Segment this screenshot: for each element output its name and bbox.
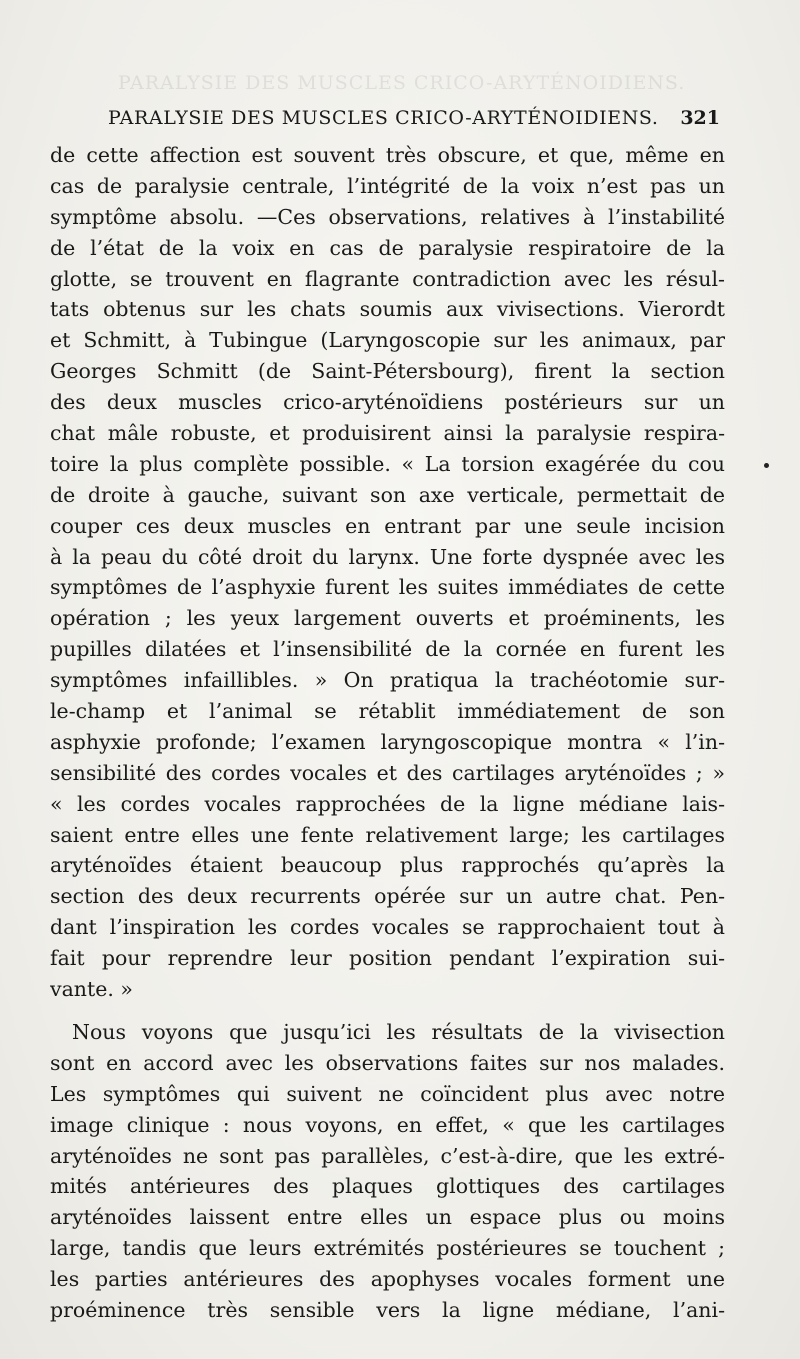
text-line: « les cordes vocales rapprochées de la ligne médiane lais- [50, 791, 725, 816]
text-line: aryténoïdes ne sont pas parallèles, c’est-à-dire, que les extré- [50, 1143, 725, 1168]
text-line: saient entre elles une fente relativement large; les cartilages [50, 822, 725, 847]
text-line: chat mâle robuste, et produisirent ainsi la paralysie respira- [50, 421, 725, 446]
text-line: dant l’inspiration les cordes vocales se rapprochaient tout à [50, 915, 725, 940]
text-line: Georges Schmitt (de Saint-Pétersbourg), firent la section [50, 359, 725, 384]
text-line: cas de paralysie centrale, l’intégrité de la voix n’est pas un [50, 173, 725, 198]
paragraph-gap [50, 1005, 725, 1017]
text-line: à la peau du côté droit du larynx. Une forte dyspnée avec les [50, 544, 725, 569]
text-line: toire la plus complète possible. « La torsion exagérée du cou [50, 451, 725, 476]
text-line: et Schmitt, à Tubingue (Laryngoscopie sur les animaux, par [50, 328, 725, 353]
text-line: des deux muscles crico-aryténoïdiens postérieurs sur un [50, 390, 725, 415]
text-line: de l’état de la voix en cas de paralysie respiratoire de la [50, 235, 725, 260]
text-line: pupilles dilatées et l’insensibilité de la cornée en furent les [50, 637, 725, 662]
text-line: mités antérieures des plaques glottiques des cartilages [50, 1174, 725, 1199]
text-line: de cette affection est souvent très obscure, et que, même en [50, 143, 725, 167]
text-line: de droite à gauche, suivant son axe verticale, permettait de [50, 482, 725, 507]
text-line: glotte, se trouvent en flagrante contradiction avec les résul- [50, 266, 725, 291]
body-text [50, 140, 725, 1326]
text-line: large, tandis que leurs extrémités postérieures se touchent ; [50, 1236, 725, 1261]
running-title: PARALYSIE DES MUSCLES CRICO-ARYTÉNOIDIENS. [108, 107, 659, 129]
text-line: tats obtenus sur les chats soumis aux vivisections. Vierordt [50, 297, 725, 322]
text-line: aryténoïdes laissent entre elles un espace plus ou moins [50, 1205, 725, 1230]
text-line: fait pour reprendre leur position pendant l’expiration sui- [50, 946, 725, 971]
page-number: 321 [680, 107, 720, 129]
paragraph-1 [50, 140, 725, 1005]
text-line: symptômes infaillibles. » On pratiqua la trachéotomie sur- [50, 668, 725, 693]
text-line: aryténoïdes étaient beaucoup plus rapprochés qu’après la [50, 853, 725, 878]
ink-speck [764, 463, 769, 468]
text-line: le-champ et l’animal se rétablit immédiatement de son [50, 699, 725, 724]
text-line: Nous voyons que jusqu’ici les résultats de la vivisection [72, 1019, 725, 1044]
show-through-header: PARALYSIE DES MUSCLES CRICO-ARYTÉNOIDIENS. [118, 72, 686, 94]
paragraph-2 [50, 1017, 725, 1326]
text-line: couper ces deux muscles en entrant par une seule incision [50, 513, 725, 538]
text-line: section des deux recurrents opérée sur un autre chat. Pen- [50, 884, 725, 909]
text-line: opération ; les yeux largement ouverts et proéminents, les [50, 606, 725, 631]
text-line: Les symptômes qui suivent ne coïncident plus avec notre [50, 1081, 725, 1106]
text-line: symptôme absolu. —Ces observations, relatives à l’instabilité [50, 204, 725, 229]
text-line: asphyxie profonde; l’examen laryngoscopique montra « l’in- [50, 729, 725, 754]
running-head [100, 103, 720, 133]
text-line: sont en accord avec les observations faites sur nos malades. [50, 1050, 725, 1075]
text-line: sensibilité des cordes vocales et des cartilages aryténoïdes ; » [50, 760, 725, 785]
text-line: les parties antérieures des apophyses vocales forment une [50, 1267, 725, 1292]
text-line: image clinique : nous voyons, en effet, « que les cartilages [50, 1112, 725, 1137]
text-line: proéminence très sensible vers la ligne médiane, l’ani- [50, 1297, 725, 1322]
text-line: symptômes de l’asphyxie furent les suites immédiates de cette [50, 575, 725, 600]
text-line: vante. » [50, 977, 133, 1002]
